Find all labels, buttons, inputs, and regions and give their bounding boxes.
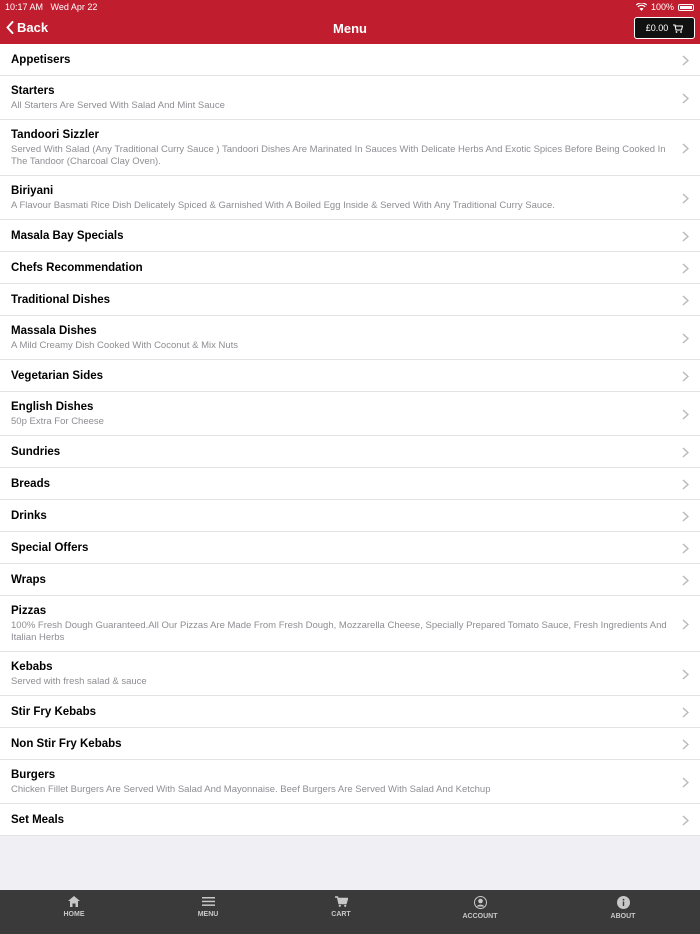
tab-account[interactable] <box>440 896 520 920</box>
battery-icon <box>678 4 694 11</box>
menu-category-item[interactable] <box>0 220 700 252</box>
menu-category-item[interactable] <box>0 76 700 120</box>
page-title: Menu <box>333 21 367 36</box>
chevron-right-icon <box>682 739 689 750</box>
chevron-right-icon <box>682 193 689 204</box>
tab-home[interactable] <box>34 896 114 918</box>
tab-cart[interactable] <box>301 896 381 918</box>
info-icon <box>617 896 630 909</box>
menu-category-item[interactable] <box>0 392 700 436</box>
tab-label: ACCOUNT <box>462 913 498 920</box>
cart-total-button[interactable] <box>634 17 695 39</box>
nav-bar <box>0 14 700 44</box>
menu-category-description: Served With Salad (Any Traditional Curry Sauce ) Tandoori Dishes Are Marinated In Sauces With Delicate Herbs And Exotic Spices Before Being Cooked In The Tandoor (Charcoal Clay Oven). <box>11 143 666 167</box>
chevron-left-icon <box>6 21 14 34</box>
chevron-right-icon <box>682 333 689 344</box>
tab-about[interactable] <box>583 896 663 920</box>
menu-category-title: Chefs Recommendation <box>11 261 143 274</box>
menu-category-title: Appetisers <box>11 53 71 66</box>
menu-category-description: A Mild Creamy Dish Cooked With Coconut & Mix Nuts <box>11 339 239 351</box>
menu-category-description: 100% Fresh Dough Guaranteed.All Our Pizzas Are Made From Fresh Dough, Mozzarella Cheese, Specially Prepared Tomato Sauce, Fresh Ingredients And Italian Herbs <box>11 619 667 643</box>
menu-category-item[interactable] <box>0 284 700 316</box>
menu-category-title: Stir Fry Kebabs <box>11 705 96 718</box>
tab-label: CART <box>331 911 351 918</box>
menu-category-description: All Starters Are Served With Salad And Mint Sauce <box>11 99 225 111</box>
menu-category-item[interactable] <box>0 596 700 652</box>
chevron-right-icon <box>682 447 689 458</box>
chevron-right-icon <box>682 371 689 382</box>
menu-category-title: Drinks <box>11 509 47 522</box>
menu-list <box>0 44 700 836</box>
menu-category-item[interactable] <box>0 252 700 284</box>
menu-category-description: Served with fresh salad & sauce <box>11 675 147 687</box>
menu-category-item[interactable] <box>0 436 700 468</box>
chevron-right-icon <box>682 409 689 420</box>
menu-category-title: Starters <box>11 84 55 97</box>
chevron-right-icon <box>682 707 689 718</box>
menu-category-item[interactable] <box>0 652 700 696</box>
menu-category-title: Special Offers <box>11 541 89 554</box>
menu-category-item[interactable] <box>0 804 700 836</box>
account-icon <box>474 896 487 909</box>
chevron-right-icon <box>682 669 689 680</box>
cart-icon <box>673 24 683 33</box>
menu-category-title: Sundries <box>11 445 61 458</box>
menu-category-title: Tandoori Sizzler <box>11 128 99 141</box>
menu-category-item[interactable] <box>0 120 700 176</box>
tab-label: ABOUT <box>610 913 636 920</box>
tab-label: HOME <box>63 911 85 918</box>
menu-category-item[interactable] <box>0 44 700 76</box>
menu-icon <box>202 896 215 907</box>
menu-category-item[interactable] <box>0 360 700 392</box>
menu-category-title: Traditional Dishes <box>11 293 111 306</box>
menu-category-title: Massala Dishes <box>11 324 97 337</box>
menu-category-description: A Flavour Basmati Rice Dish Delicately Spiced & Garnished With A Boiled Egg Inside & Served With Any Traditional Curry Sauce. <box>11 199 555 211</box>
chevron-right-icon <box>682 777 689 788</box>
menu-category-item[interactable] <box>0 316 700 360</box>
wifi-icon <box>636 3 647 11</box>
menu-category-description: 50p Extra For Cheese <box>11 415 104 427</box>
menu-category-title: Wraps <box>11 573 46 586</box>
menu-category-title: Vegetarian Sides <box>11 369 104 382</box>
menu-category-item[interactable] <box>0 760 700 804</box>
back-label: Back <box>17 20 49 35</box>
menu-category-item[interactable] <box>0 468 700 500</box>
menu-category-item[interactable] <box>0 728 700 760</box>
menu-category-title: English Dishes <box>11 400 94 413</box>
chevron-right-icon <box>682 575 689 586</box>
back-button[interactable] <box>6 20 48 35</box>
status-date: Wed Apr 22 <box>50 2 98 12</box>
menu-category-title: Burgers <box>11 768 56 781</box>
chevron-right-icon <box>682 511 689 522</box>
chevron-right-icon <box>682 619 689 630</box>
menu-category-item[interactable] <box>0 696 700 728</box>
tab-label: MENU <box>197 911 219 918</box>
chevron-right-icon <box>682 543 689 554</box>
cart-total: £0.00 <box>645 23 669 33</box>
menu-category-title: Masala Bay Specials <box>11 229 124 242</box>
battery-percent: 100% <box>650 2 674 12</box>
status-time: 10:17 AM <box>5 2 44 12</box>
chevron-right-icon <box>682 55 689 66</box>
cart-icon <box>335 896 348 907</box>
menu-category-item[interactable] <box>0 500 700 532</box>
menu-category-title: Kebabs <box>11 660 53 673</box>
chevron-right-icon <box>682 231 689 242</box>
chevron-right-icon <box>682 295 689 306</box>
menu-category-item[interactable] <box>0 176 700 220</box>
menu-category-item[interactable] <box>0 532 700 564</box>
tab-menu[interactable] <box>168 896 248 918</box>
home-icon <box>68 896 80 907</box>
menu-category-title: Non Stir Fry Kebabs <box>11 737 122 750</box>
chevron-right-icon <box>682 479 689 490</box>
menu-category-title: Biriyani <box>11 184 54 197</box>
chevron-right-icon <box>682 143 689 154</box>
chevron-right-icon <box>682 815 689 826</box>
menu-category-item[interactable] <box>0 564 700 596</box>
menu-category-description: Chicken Fillet Burgers Are Served With Salad And Mayonnaise. Beef Burgers Are Served With Salad And Ketchup <box>11 783 491 795</box>
chevron-right-icon <box>682 93 689 104</box>
status-bar <box>0 0 700 14</box>
menu-category-title: Breads <box>11 477 50 490</box>
chevron-right-icon <box>682 263 689 274</box>
menu-category-title: Set Meals <box>11 813 65 826</box>
tab-bar <box>0 890 700 934</box>
menu-category-title: Pizzas <box>11 604 47 617</box>
